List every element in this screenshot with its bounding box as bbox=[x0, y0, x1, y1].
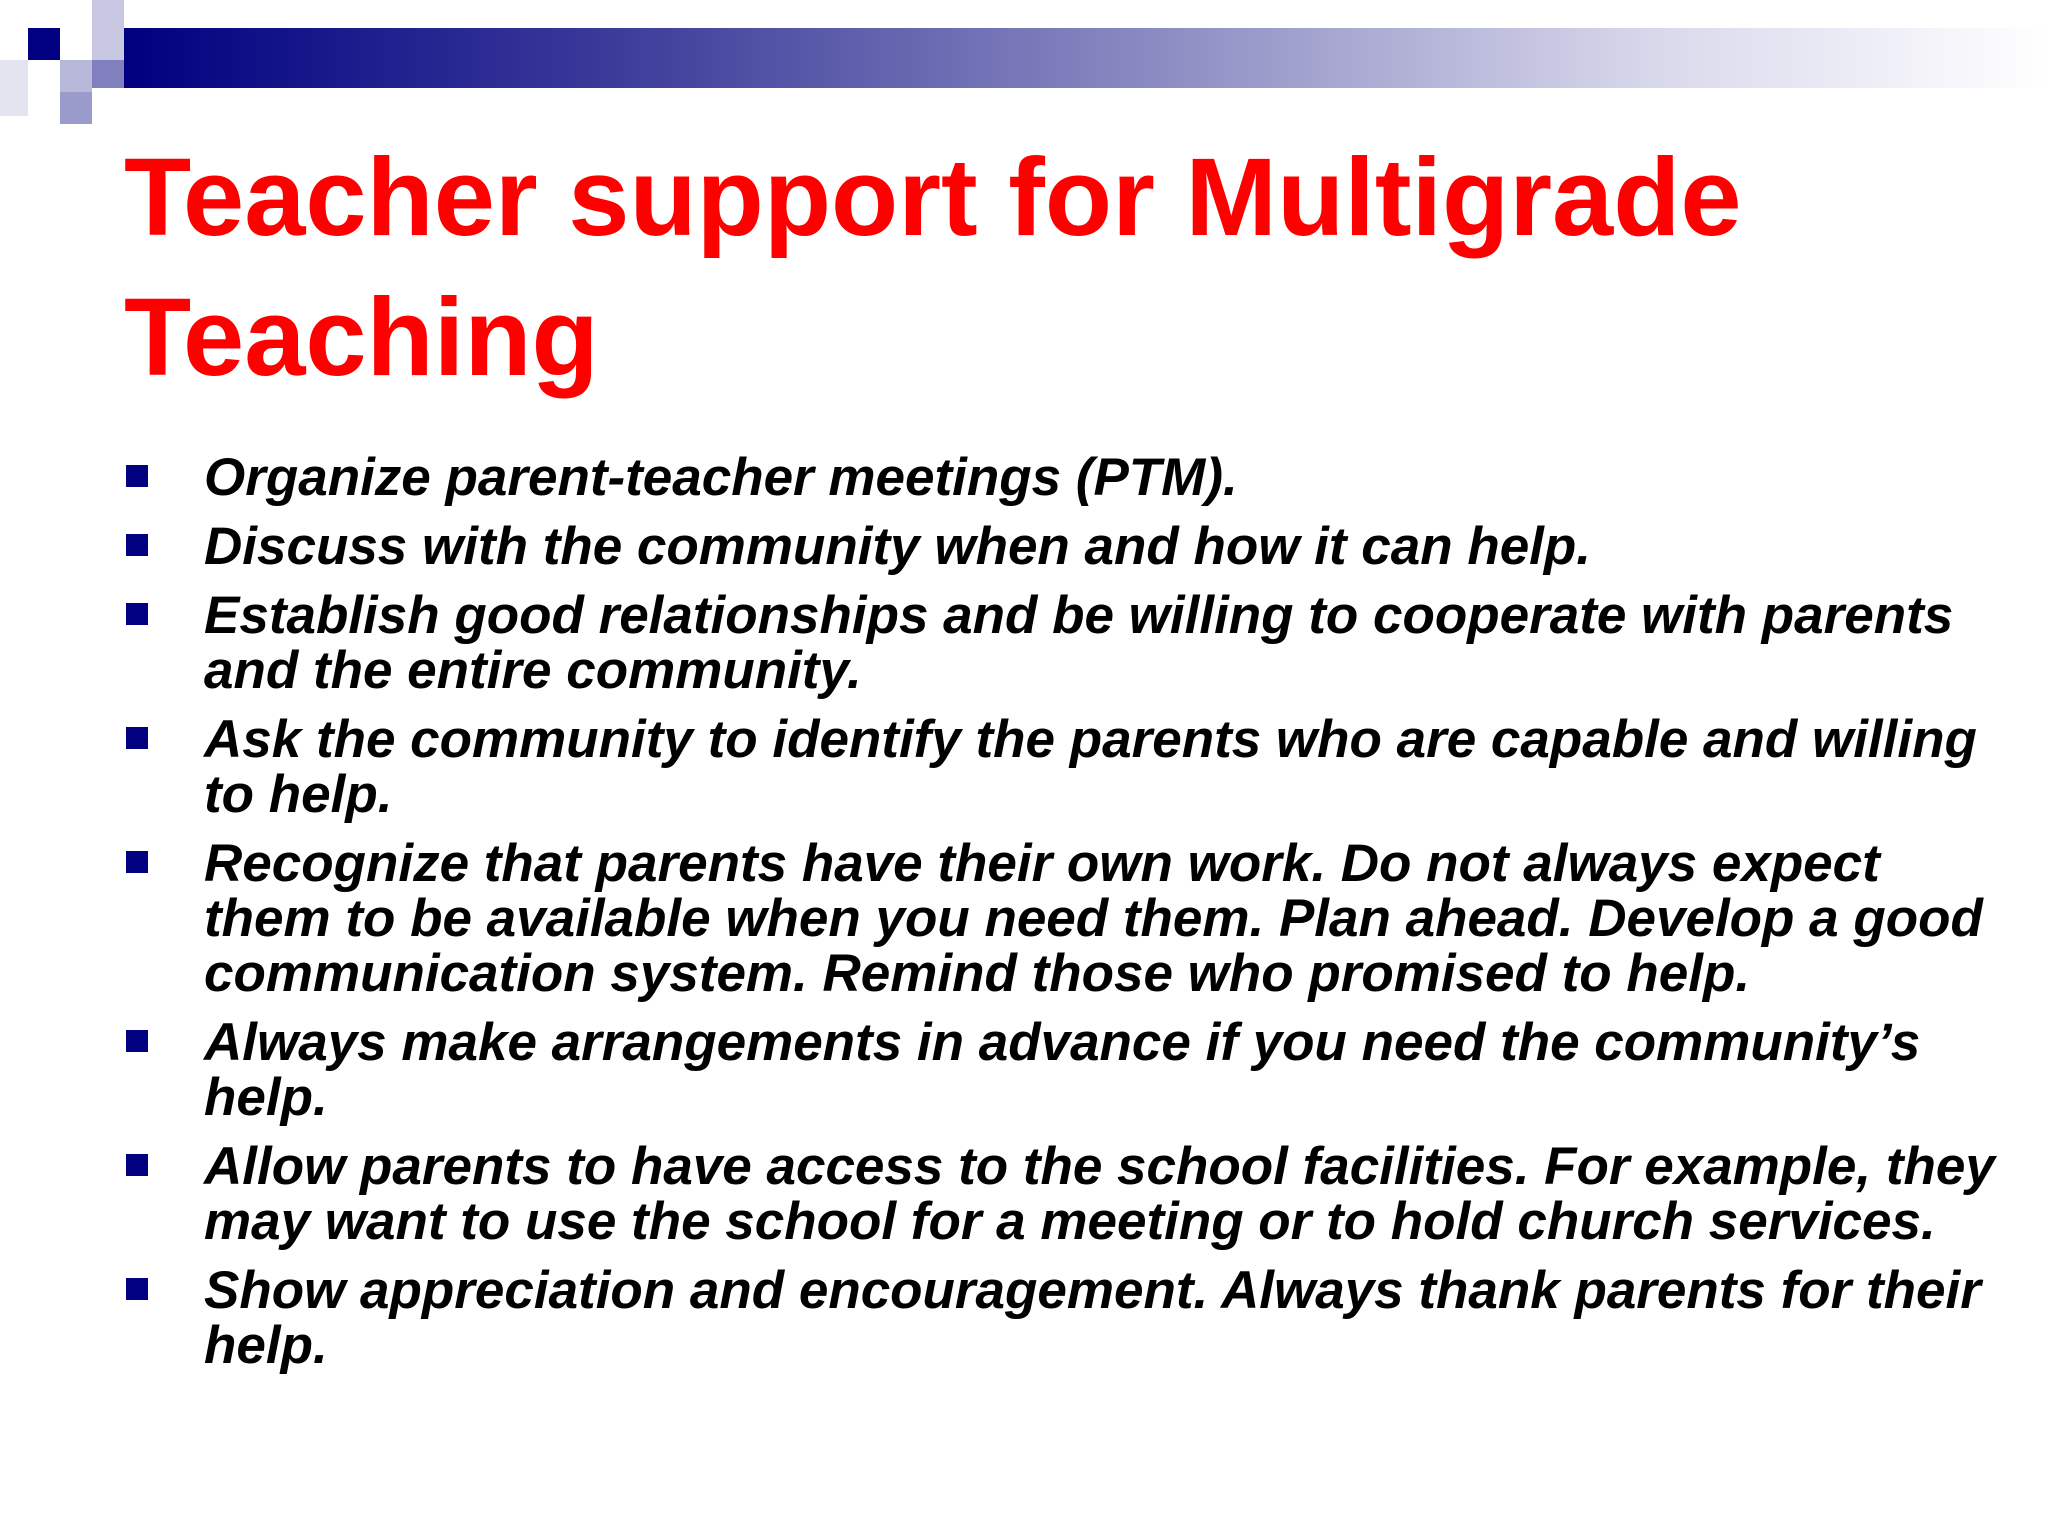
bullet-text: Recognize that parents have their own work. Do not always expect them to be available when you need them. Plan ahead. Develop a good communication system. Remind those who promised to help. bbox=[204, 834, 1983, 1003]
bullet-text: Organize parent-teacher meetings (PTM). bbox=[204, 448, 1238, 507]
bullet-text: Allow parents to have access to the school facilities. For example, they may want to use the school for a meeting or to hold church services. bbox=[204, 1137, 1995, 1251]
bullet-item bbox=[124, 1139, 2014, 1249]
header-gradient-bar bbox=[124, 28, 2048, 88]
bullet-item bbox=[124, 588, 2014, 698]
slide-title: Teacher support for Multigrade Teaching bbox=[124, 136, 1742, 399]
bullet-item bbox=[124, 1263, 2014, 1373]
square-bullet-icon bbox=[126, 1278, 148, 1300]
bullet-text: Always make arrangements in advance if you need the community’s help. bbox=[204, 1013, 1921, 1127]
decorative-square bbox=[92, 28, 124, 60]
square-bullet-icon bbox=[126, 534, 148, 556]
bullet-item bbox=[124, 519, 2014, 574]
bullet-item bbox=[124, 1015, 2014, 1125]
decorative-square bbox=[92, 60, 124, 88]
bullet-text: Discuss with the community when and how it can help. bbox=[204, 517, 1592, 576]
bullet-text: Ask the community to identify the parents who are capable and willing to help. bbox=[204, 710, 1977, 824]
bullet-item bbox=[124, 712, 2014, 822]
square-bullet-icon bbox=[126, 851, 148, 873]
bullet-item bbox=[124, 450, 2014, 505]
square-bullet-icon bbox=[126, 1030, 148, 1052]
bullet-text: Establish good relationships and be willing to cooperate with parents and the entire community. bbox=[204, 586, 1954, 700]
square-bullet-icon bbox=[126, 465, 148, 487]
decorative-square bbox=[28, 28, 60, 60]
bullet-list bbox=[124, 450, 2014, 1387]
square-bullet-icon bbox=[126, 1154, 148, 1176]
bullet-text: Show appreciation and encouragement. Always thank parents for their help. bbox=[204, 1261, 1981, 1375]
decorative-square bbox=[0, 60, 28, 116]
decorative-square bbox=[60, 92, 92, 124]
bullet-item bbox=[124, 836, 2014, 1001]
decorative-square bbox=[92, 0, 124, 28]
square-bullet-icon bbox=[126, 603, 148, 625]
square-bullet-icon bbox=[126, 727, 148, 749]
decorative-square bbox=[60, 60, 92, 92]
